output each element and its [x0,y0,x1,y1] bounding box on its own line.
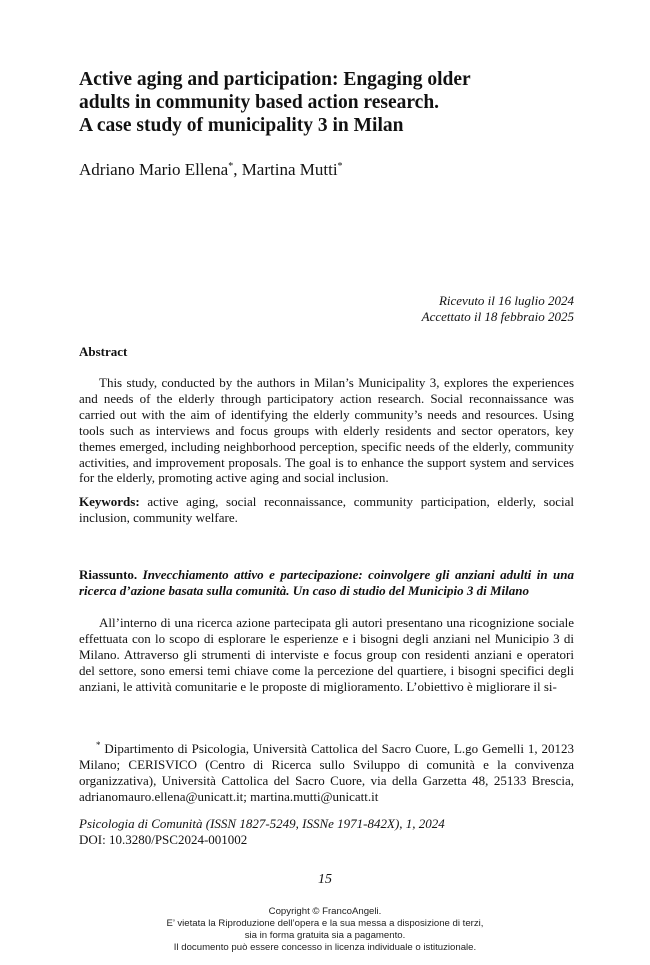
affiliation-mark: * [228,161,234,172]
author-list [79,160,343,180]
paper-title [79,68,599,137]
keywords-text: active aging, social reconnaissance, community participation, elderly, social inclusion, community welfare. [79,494,574,525]
author-name: Martina Mutti [241,160,338,179]
doi: DOI: 10.3280/PSC2024-001002 [79,832,248,847]
received-date: Ricevuto il 16 luglio 2024 [438,293,574,308]
keywords [79,494,574,526]
riassunto-text: All’interno di una ricerca azione partecipata gli autori presentano una ricognizione sociale effettuata con lo scopo di esplorare le esperienze e i bisogni degli anziani nel Municipio 3 di Milano. Attraverso gli strumenti di interviste e focus group con residenti anziani e operatori del settore, sono emersi temi chiave come la percezione del quartiere, i bisogni specifici degli anziani, le attività comunitarie e le proposte di miglioramento. L’obiettivo è migliorare il si- [79,615,574,694]
abstract-heading: Abstract [79,344,128,359]
copyright-notice [0,906,650,954]
copyright-line: Il documento può essere concesso in licenza individuale o istituzionale. [173,942,477,953]
affiliation-mark: * [337,161,343,172]
title-line: A case study of municipality 3 in Milan [79,115,404,136]
journal-citation: Psicologia di Comunità (ISSN 1827-5249, ISSNe 1971-842X), 1, 2024 [79,816,445,831]
page-number: 15 [318,872,332,887]
author-name: Adriano Mario Ellena [79,160,229,179]
title-line: Active aging and participation: Engaging older [79,69,471,90]
title-line: adults in community based action research. [79,92,440,113]
copyright-line: E’ vietata la Riproduzione dell’opera e la sua messa a disposizione di terzi, [166,918,484,929]
author-separator: , [233,160,242,179]
footnote-text: Dipartimento di Psicologia, Università Cattolica del Sacro Cuore, L.go Gemelli 1, 20123 Milano; CERISVICO (Centro di Ricerca sullo Sviluppo di comunità e la convivenza organizzativa), Università Cattolica del Sacro Cuore, via della Garzetta 48, 25133 Brescia, adrianomauro.ellena@unicatt.it; martina.mutti@unicatt.it [79,741,574,804]
riassunto-label: Riassunto. [79,567,143,582]
accepted-date: Accettato il 18 febbraio 2025 [421,309,574,324]
riassunto-title: Invecchiamento attivo e partecipazione: coinvolgere gli anziani adulti in una ricerca d’azione basata sulla comunità. Un caso di studio del Municipio 3 di Milano [79,567,574,598]
keywords-label: Keywords: [79,494,140,509]
journal-info [79,816,445,848]
copyright-line: sia in forma gratuita sia a pagamento. [244,930,406,941]
copyright-line: Copyright © FrancoAngeli. [268,906,382,917]
footnote-mark: * [96,740,101,750]
abstract-text: This study, conducted by the authors in Milan’s Municipality 3, explores the experiences and needs of the elderly through participatory action research. Social reconnaissance was carried out with the aim of identifying the elderly community’s needs and resources. Using tools such as interviews and focus groups with elderly residents and sector operators, key themes emerged, including neighborhood perception, specific needs of the elderly, community activities, and improvement proposals. The goal is to enhance the support system and services for the elderly, promoting active aging and social inclusion. [79,375,574,486]
affiliation-footnote [79,741,574,805]
riassunto-heading [79,567,574,599]
submission-dates [422,293,574,325]
